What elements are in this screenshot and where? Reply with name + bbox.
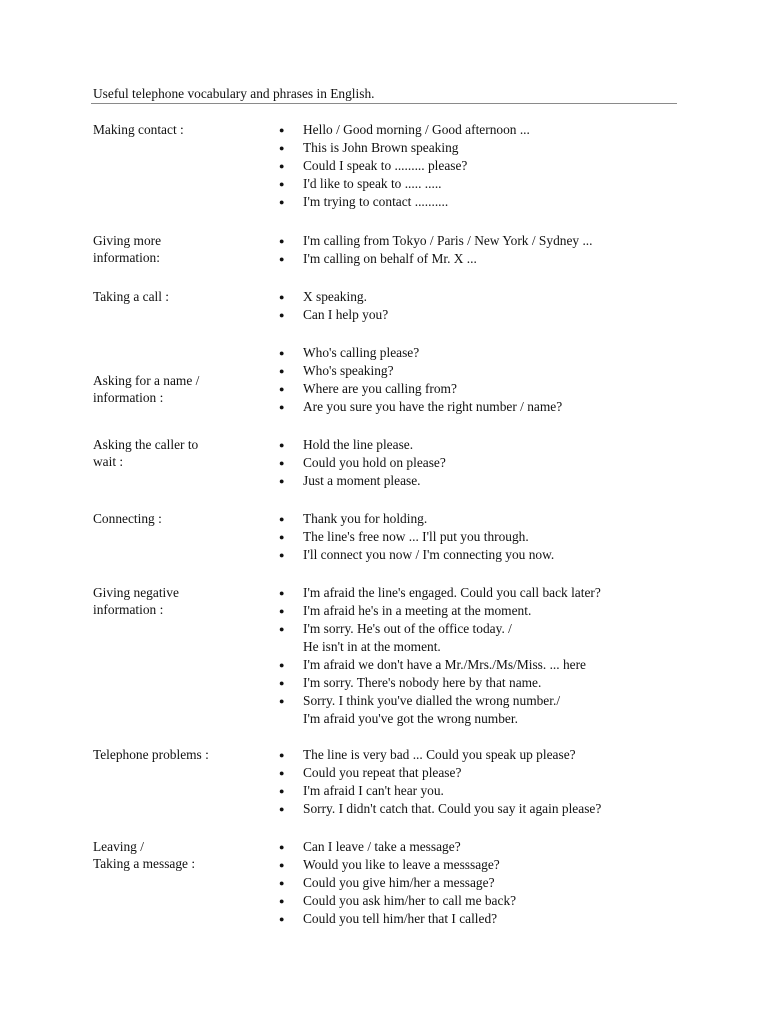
bullet-icon: ● [279, 768, 285, 778]
bullet-icon: ● [279, 161, 285, 171]
phrase-item: Hold the line please. [303, 437, 414, 452]
bullet-icon: ● [279, 143, 285, 153]
phrase-item: Just a moment please. [303, 473, 421, 488]
bullet-icon: ● [279, 786, 285, 796]
section-label [93, 584, 263, 618]
phrase-item: Could I speak to ......... please? [303, 158, 468, 173]
section-label-line: information: [93, 250, 160, 265]
phrase-item: Could you ask him/her to call me back? [303, 893, 517, 908]
bullet-icon: ● [279, 660, 285, 670]
phrase-item: Would you like to leave a messsage? [303, 857, 500, 872]
bullet-icon: ● [279, 476, 285, 486]
bullet-icon: ● [279, 624, 285, 634]
phrase-item: Sorry. I think you've dialled the wrong number./ [303, 693, 561, 708]
phrase-item: Thank you for holding. [303, 511, 428, 526]
section-label-line: information : [93, 602, 164, 617]
bullet-icon: ● [279, 550, 285, 560]
section-label-line: Taking a call : [93, 289, 170, 304]
section-label [93, 838, 263, 872]
bullet-icon: ● [279, 125, 285, 135]
section-label-line: Connecting : [93, 511, 162, 526]
bullet-icon: ● [279, 384, 285, 394]
phrase-item: Who's calling please? [303, 345, 420, 360]
bullet-icon: ● [279, 366, 285, 376]
bullet-icon: ● [279, 236, 285, 246]
bullet-icon: ● [279, 696, 285, 706]
section-label-line: Asking the caller to [93, 437, 199, 452]
phrase-item: I'm afraid he's in a meeting at the moment. [303, 603, 532, 618]
section-label-line: Giving negative [93, 585, 179, 600]
phrase-item-continuation: I'm afraid you've got the wrong number. [303, 711, 518, 726]
phrase-item: Are you sure you have the right number / name? [303, 399, 563, 414]
phrase-item: I'm afraid we don't have a Mr./Mrs./Ms/Miss. ... here [303, 657, 587, 672]
section-label-line: Telephone problems : [93, 747, 209, 762]
bullet-icon: ● [279, 254, 285, 264]
section-label [93, 372, 263, 406]
phrase-item: I'd like to speak to ..... ..... [303, 176, 442, 191]
bullet-icon: ● [279, 440, 285, 450]
section-label-line: Leaving / [93, 839, 144, 854]
bullet-icon: ● [279, 292, 285, 302]
bullet-icon: ● [279, 804, 285, 814]
phrase-item: The line's free now ... I'll put you through. [303, 529, 529, 544]
bullet-icon: ● [279, 348, 285, 358]
phrase-item: Hello / Good morning / Good afternoon ... [303, 122, 530, 137]
bullet-icon: ● [279, 458, 285, 468]
section-label-line: Taking a message : [93, 856, 196, 871]
bullet-icon: ● [279, 678, 285, 688]
phrase-item: I'm afraid the line's engaged. Could you call back later? [303, 585, 601, 600]
bullet-icon: ● [279, 310, 285, 320]
bullet-icon: ● [279, 606, 285, 616]
bullet-icon: ● [279, 750, 285, 760]
section-label [93, 288, 263, 305]
section-label-line: Giving more [93, 233, 162, 248]
phrase-item: I'm calling from Tokyo / Paris / New York / Sydney ... [303, 233, 593, 248]
phrase-item: Can I leave / take a message? [303, 839, 461, 854]
phrase-item: X speaking. [303, 289, 367, 304]
section-label-line: wait : [93, 454, 124, 469]
section-label [93, 746, 263, 763]
bullet-icon: ● [279, 532, 285, 542]
bullet-icon: ● [279, 197, 285, 207]
title-rule [91, 103, 677, 104]
document-title: Useful telephone vocabulary and phrases in English. [93, 86, 375, 101]
phrase-item: Could you tell him/her that I called? [303, 911, 498, 926]
phrase-item: This is John Brown speaking [303, 140, 459, 155]
phrase-item: Can I help you? [303, 307, 389, 322]
bullet-icon: ● [279, 842, 285, 852]
phrase-item-continuation: He isn't in at the moment. [303, 639, 441, 654]
section-label-line: Asking for a name / [93, 373, 200, 388]
section-label-line: information : [93, 390, 164, 405]
phrase-item: Could you give him/her a message? [303, 875, 495, 890]
phrase-item: Sorry. I didn't catch that. Could you say it again please? [303, 801, 602, 816]
phrase-item: Where are you calling from? [303, 381, 457, 396]
phrase-item: Could you hold on please? [303, 455, 446, 470]
bullet-icon: ● [279, 878, 285, 888]
section-label [93, 121, 263, 138]
bullet-icon: ● [279, 860, 285, 870]
phrase-item: I'm sorry. He's out of the office today. / [303, 621, 512, 636]
phrase-item: Could you repeat that please? [303, 765, 462, 780]
phrase-item: I'm trying to contact .......... [303, 194, 449, 209]
section-label [93, 510, 263, 527]
phrase-item: The line is very bad ... Could you speak up please? [303, 747, 576, 762]
section-label-line: Making contact : [93, 122, 184, 137]
section-label [93, 436, 263, 470]
bullet-icon: ● [279, 914, 285, 924]
bullet-icon: ● [279, 402, 285, 412]
bullet-icon: ● [279, 514, 285, 524]
bullet-icon: ● [279, 896, 285, 906]
bullet-icon: ● [279, 179, 285, 189]
phrase-item: I'm calling on behalf of Mr. X ... [303, 251, 477, 266]
phrase-item: I'm sorry. There's nobody here by that name. [303, 675, 542, 690]
bullet-icon: ● [279, 588, 285, 598]
phrase-item: I'm afraid I can't hear you. [303, 783, 444, 798]
phrase-item: I'll connect you now / I'm connecting you now. [303, 547, 555, 562]
phrase-item: Who's speaking? [303, 363, 394, 378]
section-label [93, 232, 263, 266]
